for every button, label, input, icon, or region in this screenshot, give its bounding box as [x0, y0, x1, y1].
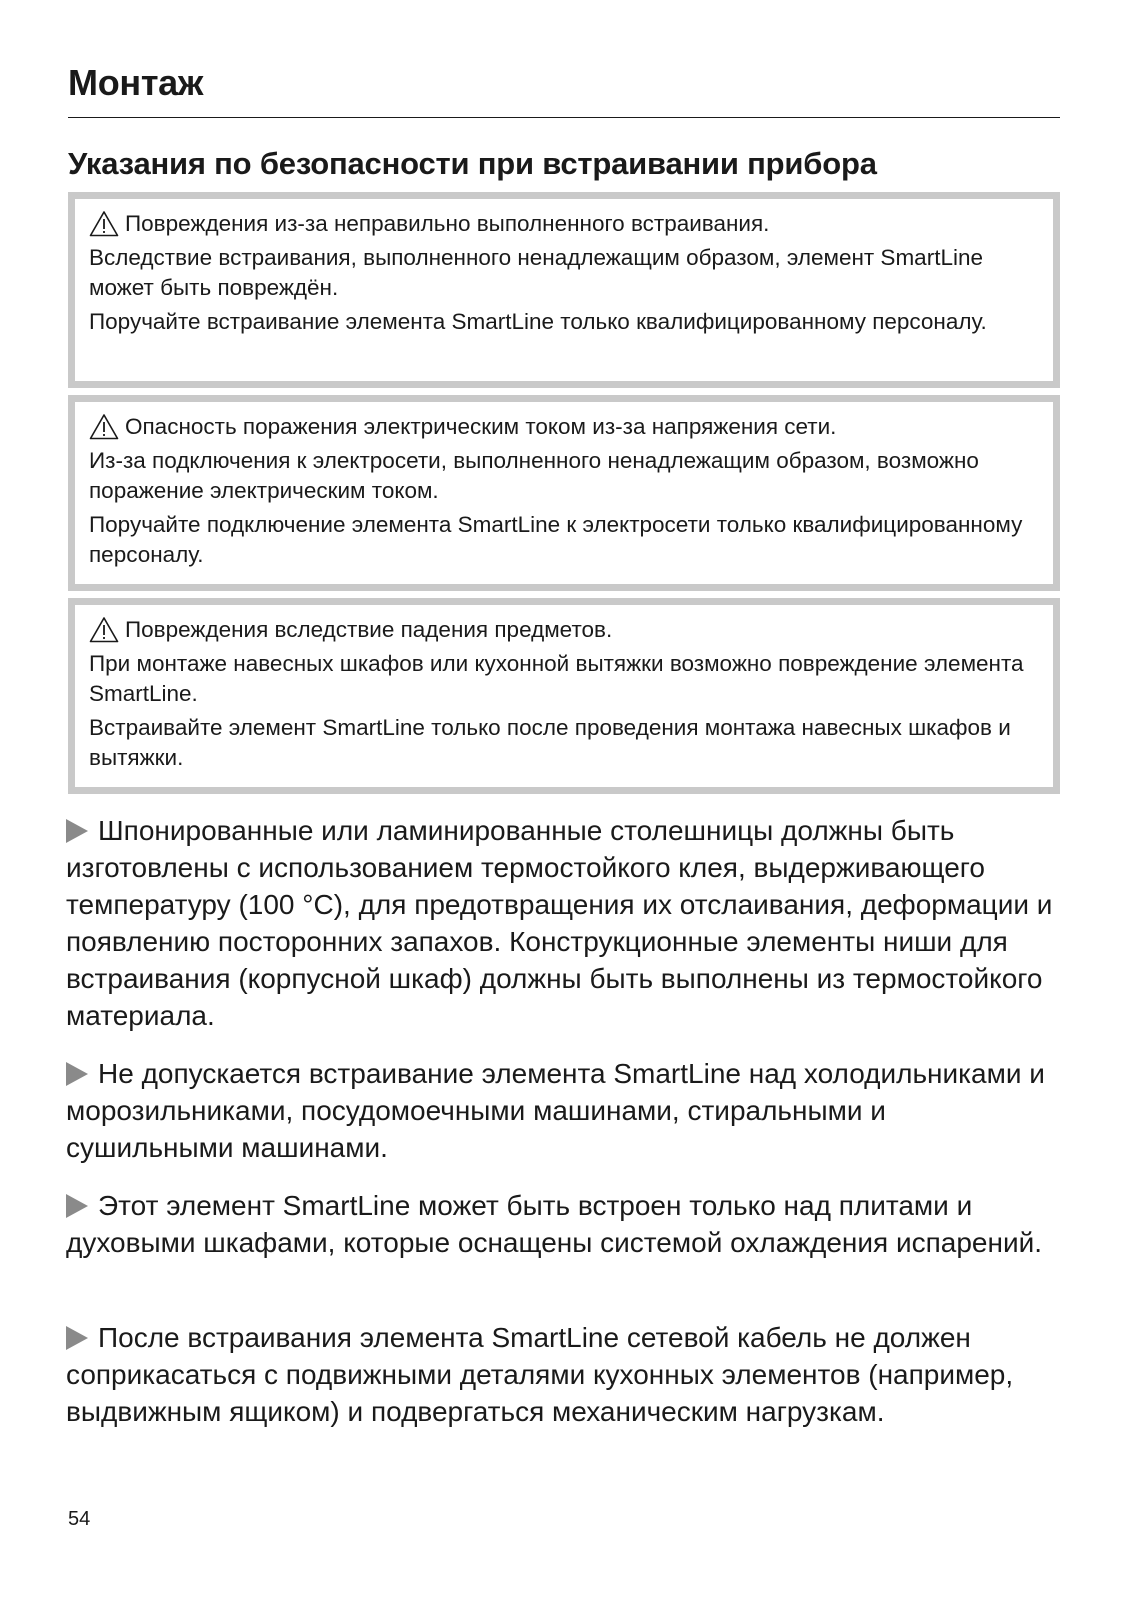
- warning-triangle-icon: [89, 616, 119, 643]
- header-divider: [68, 117, 1060, 118]
- warning-headline: Опасность поражения электрическим током из-за напряжения сети.: [125, 414, 837, 439]
- warning-triangle-icon: [89, 210, 119, 237]
- arrow-bullet-icon: [66, 1326, 88, 1350]
- instruction-text: Шпонированные или ламинированные столешницы должны быть изготовлены с использованием термостойкого клея, выдерживающего температуру (100 °C), для предотвращения их отслаивания, деформации и появлению посторонних запахов. Конструкционные элементы ниши для встраивания (корпусной шкаф) должны быть выполнены из термостойкого материала.: [66, 815, 1053, 1031]
- warning-box-damage: [68, 192, 1060, 388]
- arrow-bullet-icon: [66, 819, 88, 843]
- arrow-bullet-icon: [66, 1062, 88, 1086]
- warning-text: Поручайте встраивание элемента SmartLine только квалифицированному персоналу.: [89, 309, 987, 334]
- warning-box-electric-shock: [68, 395, 1060, 591]
- warning-text: Вследствие встраивания, выполненного ненадлежащим образом, элемент SmartLine может быть повреждён.: [89, 245, 983, 300]
- page-number: 54: [68, 1508, 91, 1530]
- instruction-item: [66, 1319, 1060, 1430]
- warning-text: Поручайте подключение элемента SmartLine к электросети только квалифицированному персоналу.: [89, 512, 1023, 567]
- instruction-text: Этот элемент SmartLine может быть встроен только над плитами и духовыми шкафами, которые оснащены системой охлаждения испарений.: [66, 1190, 1043, 1258]
- warning-headline: Повреждения из-за неправильно выполненного встраивания.: [125, 211, 770, 236]
- section-title: Монтаж: [68, 62, 204, 103]
- instruction-text: Не допускается встраивание элемента SmartLine над холодильниками и морозильниками, посудомоечными машинами, стиральными и сушильными машинами.: [66, 1058, 1045, 1163]
- warning-headline: Повреждения вследствие падения предметов.: [125, 617, 613, 642]
- instruction-item: [66, 1055, 1060, 1166]
- arrow-bullet-icon: [66, 1194, 88, 1218]
- warning-text: При монтаже навесных шкафов или кухонной вытяжки возможно повреждение элемента SmartLine.: [89, 651, 1024, 706]
- warning-box-falling-objects: [68, 598, 1060, 794]
- instruction-item: [66, 1187, 1060, 1261]
- instruction-item: [66, 812, 1060, 1034]
- instruction-text: После встраивания элемента SmartLine сетевой кабель не должен соприкасаться с подвижными деталями кухонных элементов (например, выдвижным ящиком) и подвергаться механическим нагрузкам.: [66, 1322, 1014, 1427]
- warning-triangle-icon: [89, 413, 119, 440]
- warning-text: Из-за подключения к электросети, выполненного ненадлежащим образом, возможно поражение электрическим током.: [89, 448, 979, 503]
- safety-subtitle: Указания по безопасности при встраивании прибора: [68, 146, 877, 181]
- warning-text: Встраивайте элемент SmartLine только после проведения монтажа навесных шкафов и вытяжки.: [89, 715, 1011, 770]
